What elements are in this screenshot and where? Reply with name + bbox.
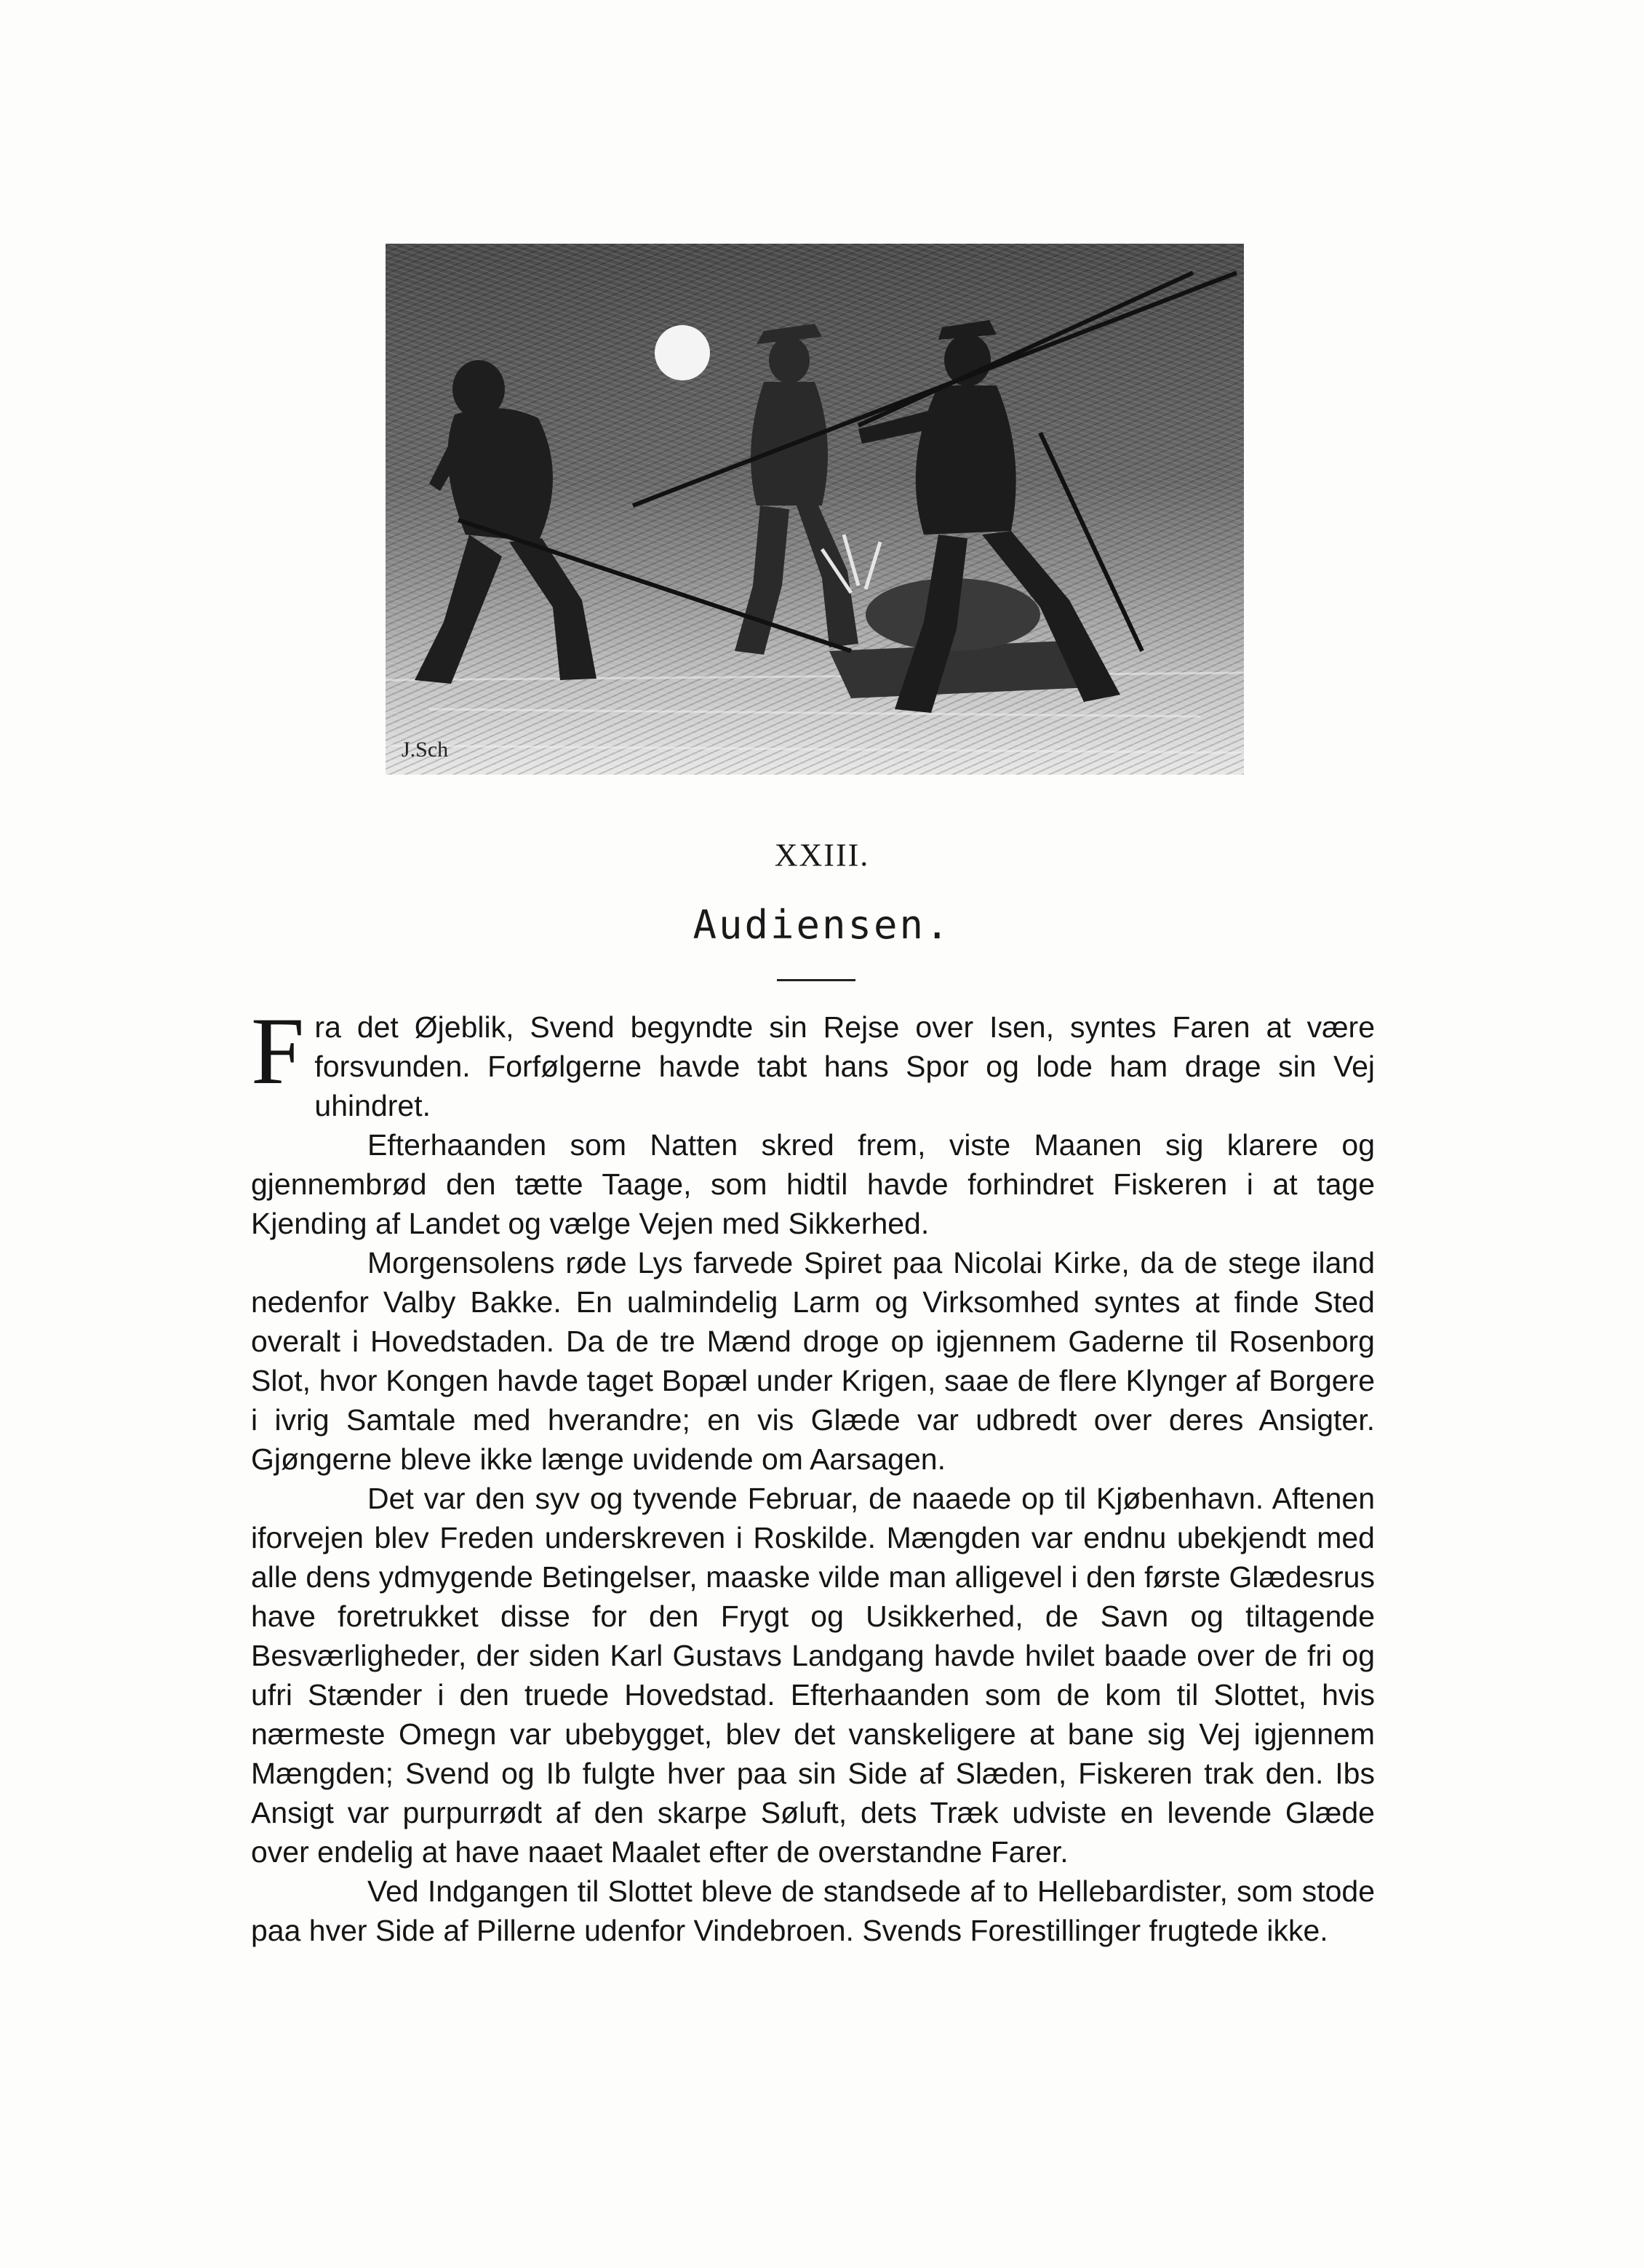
svend-figure	[735, 324, 858, 655]
artist-signature: J.Sch	[402, 738, 449, 762]
title-divider	[777, 979, 855, 981]
chapter-title: Audiensen.	[693, 902, 951, 948]
chapter-number: XXIII.	[774, 837, 870, 873]
engraving-illustration	[386, 244, 1244, 775]
paragraph: Ved Indgangen til Slottet bleve de standsede af to Hellebardister, som stode paa hver Side af Pillerne udenfor Vindebroen. Svends Forestillinger frugtede ikke.	[251, 1874, 1375, 1947]
paragraph: Morgensolens røde Lys farvede Spiret paa Nicolai Kirke, da de stege iland nedenfor Valby Bakke. En ualmindelig Larm og Virksomhed syntes at finde Sted overalt i Hovedstaden. Da de tre Mænd droge op igjennem Gaderne til Rosenborg Slot, hvor Kongen havde taget Bopæl under Krigen, saae de flere Klynger af Borgere i ivrig Samtale med hverandre; en vis Glæde var udbredt over deres Ansigter. Gjøngerne bleve ikke længe uvidende om Aarsagen.	[251, 1246, 1375, 1476]
engraving-figures	[386, 244, 1244, 775]
body-text	[251, 997, 1375, 1950]
fisherman-figure	[415, 360, 596, 684]
paragraph: Efterhaanden som Natten skred frem, viste Maanen sig klarere og gjennembrød den tætte Taage, som hidtil havde forhindret Fiskeren i at tage Kjending af Landet og vælge Vejen med Sikkerhed.	[251, 1128, 1375, 1240]
paragraph: Det var den syv og tyvende Februar, de naaede op til Kjøbenhavn. Aftenen iforvejen blev Freden underskreven i Roskilde. Mængden var endnu ubekjendt med alle dens ydmygende Betingelser, maaske vilde man alligevel i den første Glædesrus have foretrukket disse for den Frygt og Usikkerhed, de Savn og tiltagende Besværligheder, der siden Karl Gustavs Landgang havde hvilet baade over de fri og ufri Stænder i den truede Hovedstad. Efterhaanden som de kom til Slottet, hvis nærmeste Omegn var ubebygget, blev det vanskeligere at bane sig Vej igjennem Mængden; Svend og Ib fulgte hver paa sin Side af Slæden, Fiskeren trak den. Ibs Ansigt var purpurrødt af den skarpe Søluft, dets Træk udviste en levende Glæde over endelig at have naaet Maalet efter de overstandne Farer.	[251, 1482, 1375, 1869]
drop-cap: F	[251, 997, 305, 1104]
moon-icon	[655, 325, 710, 380]
paragraph	[251, 997, 1375, 1125]
paragraph-text: ra det Øjeblik, Svend begyndte sin Rejse over Isen, syntes Faren at være forsvunden. Forfølgerne havde tabt hans Spor og lode ham drage sin Vej uhindret.	[314, 1010, 1375, 1122]
